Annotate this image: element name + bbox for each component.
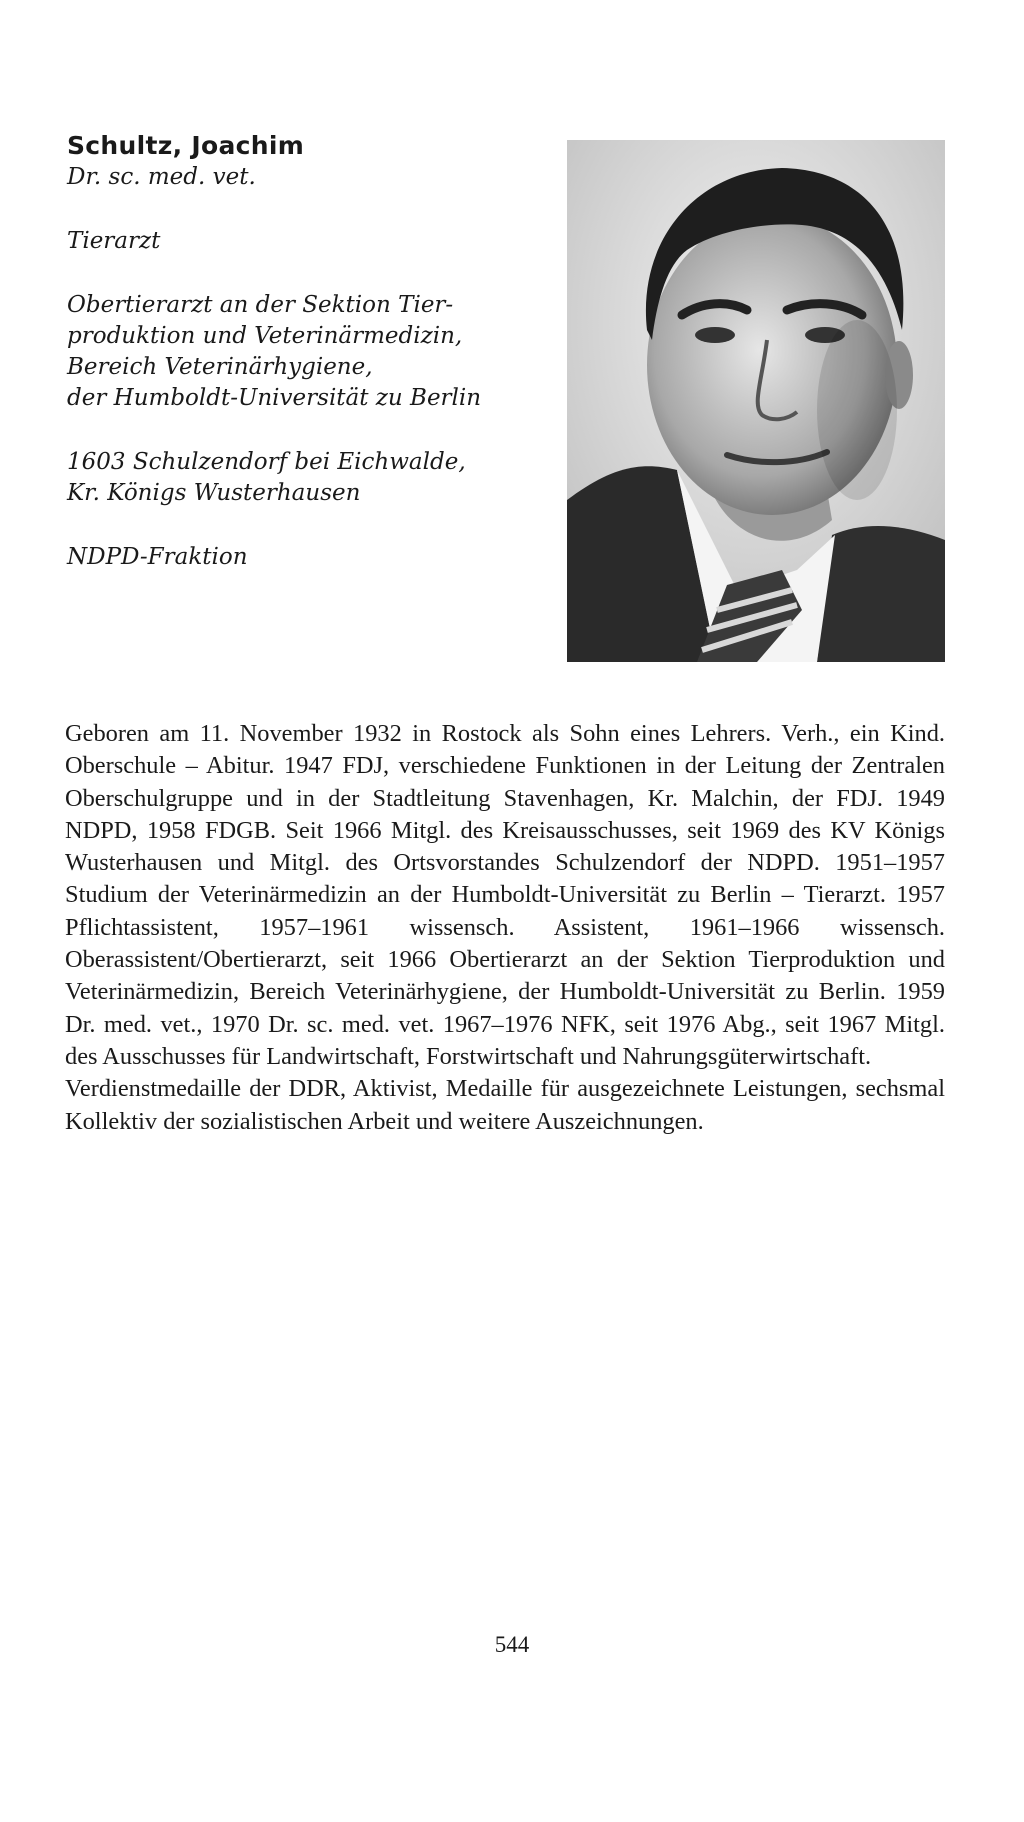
page-number: 544: [494, 1632, 530, 1657]
address-block: [67, 447, 537, 509]
biography-paragraph: Verdienstmedaille der DDR, Aktivist, Medaille für ausgezeichnete Leistungen, sechsmal Kollektiv der sozialistischen Arbeit und weitere Auszeichnungen.: [65, 1075, 945, 1135]
faction: NDPD-Fraktion: [67, 544, 248, 570]
position-line: Obertierarzt an der Sektion Tier-: [67, 292, 454, 318]
position-block: [67, 290, 537, 414]
position-line: produktion und Veterinärmedizin,: [67, 323, 463, 349]
address-line: Kr. Königs Wusterhausen: [67, 480, 361, 506]
position-line: der Humboldt-Universität zu Berlin: [67, 385, 482, 411]
person-name: Schultz, Joachim: [67, 131, 305, 160]
biography: [65, 718, 945, 1138]
entry-header: [67, 130, 537, 573]
biography-paragraph: Geboren am 11. November 1932 in Rostock als Sohn eines Lehrers. Verh., ein Kind. Oberschule – Abitur. 1947 FDJ, verschiedene Funktionen in der Leitung der Zentralen Oberschulgruppe und in der Stadtleitung Stavenhagen, Kr. Malchin, der FDJ. 1949 NDPD, 1958 FDGB. Seit 1966 Mitgl. des Kreisausschusses, seit 1969 des KV Königs Wusterhausen und Mitgl. des Ortsvorstandes Schulzendorf der NDPD. 1951–1957 Studium der Veterinärmedizin an der Humboldt-Universität zu Berlin – Tierarzt. 1957 Pflichtassistent, 1957–1961 wissensch. Assistent, 1961–1966 wissensch. Oberassistent/Obertierarzt, seit 1966 Obertierarzt an der Sektion Tierproduktion und Veterinärmedizin, Bereich Veterinärhygiene, der Humboldt-Universität zu Berlin. 1959 Dr. med. vet., 1970 Dr. sc. med. vet. 1967–1976 NFK, seit 1976 Abg., seit 1967 Mitgl. des Ausschusses für Landwirtschaft, Forstwirtschaft und Nahrungsgüterwirtschaft.: [65, 720, 945, 1070]
portrait-illustration: [567, 140, 945, 662]
portrait-photo: [567, 140, 945, 662]
academic-title: Dr. sc. med. vet.: [67, 164, 256, 190]
profession: Tierarzt: [67, 228, 161, 254]
address-line: 1603 Schulzendorf bei Eichwalde,: [67, 449, 466, 475]
position-line: Bereich Veterinärhygiene,: [67, 354, 373, 380]
